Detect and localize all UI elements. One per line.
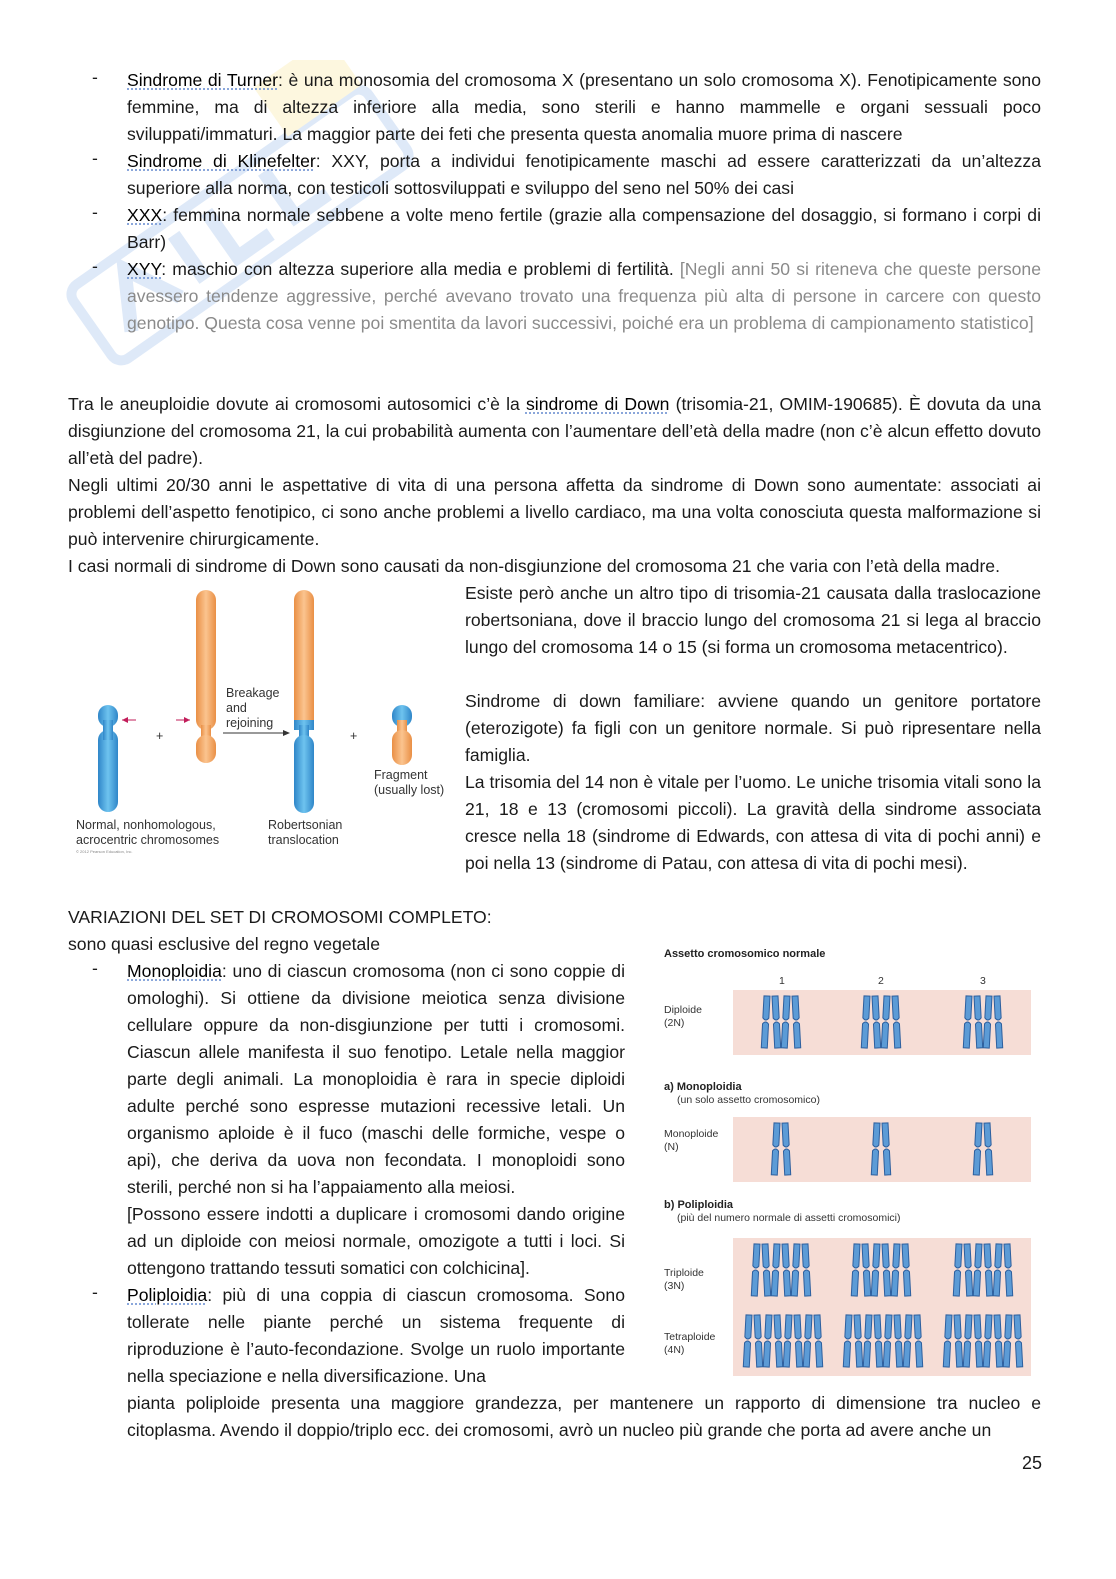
figure-robertsonian xyxy=(68,585,453,855)
svg-text:(2N): (2N) xyxy=(664,1017,685,1029)
svg-text:rejoining: rejoining xyxy=(226,716,274,730)
term-poliploidia: Poliploidia xyxy=(127,1285,208,1305)
svg-text:2: 2 xyxy=(878,975,884,987)
blue-acrocentric-chromosome xyxy=(98,705,118,812)
svg-text:b) Poliploidia: b) Poliploidia xyxy=(664,1199,734,1211)
fragment-chromosome xyxy=(392,705,412,765)
svg-text:3: 3 xyxy=(980,975,986,987)
svg-text:(N): (N) xyxy=(664,1141,679,1153)
svg-text:+: + xyxy=(350,729,358,743)
bullet-monoploidia: Monoploidia: uno di ciascun cromosoma (non ci sono coppie di omologhi). Si ottiene da divisione meiotica senza divisione cellulare oppure da non-disgiunzione per tutti i cromosomi. Ciascun allele manifesta il suo fenotipo. Letale nella maggior parte degli animali. La monoploidia è rara in specie diploidi adulte perché sono espresse mutazioni recessive letali. Un organismo aploide è il fuco (maschi delle formiche, vespe o api), che deriva da uova non fecondata. I monoploidi sono sterili, perché non si ha l’appaiamento alla meiosi. xyxy=(127,961,625,1197)
bullet-xyy: XYY: maschio con altezza superiore alla media e problemi di fertilità. [Negli anni 50 si riteneva che queste persone avessero tendenze aggressive, perché avevano trovato una frequenza più alta di persone in carcere con questo genotipo. Questa cosa venne poi smentita da lavori successivi, poiché era un problema di campionamento statistico] xyxy=(127,259,1041,333)
svg-text:1: 1 xyxy=(779,975,785,987)
paragraph-poli-cont: pianta poliploide presenta una maggiore grandezza, per mantenere un rapporto di dimensione tra nucleo e citoplasma. Avendo il doppio/triplo ecc. dei cromosomi, avrò un nucleo più grande che porta ad avere anche un xyxy=(127,1393,1041,1440)
svg-text:© 2012 Pearson Education, Inc.: © 2012 Pearson Education, Inc. xyxy=(76,849,133,854)
section-subheading: sono quasi esclusive del regno vegetale xyxy=(68,934,381,954)
svg-text:(4N): (4N) xyxy=(664,1344,685,1356)
term-xxx: XXX xyxy=(127,205,163,225)
page-number: 25 xyxy=(1021,1453,1042,1473)
svg-text:Tetraploide: Tetraploide xyxy=(664,1331,716,1343)
svg-text:(un solo assetto cromosomico): (un solo assetto cromosomico) xyxy=(677,1094,820,1106)
svg-text:Diploide: Diploide xyxy=(664,1004,702,1016)
bullet-dash: - xyxy=(92,67,98,87)
bullet-poliploidia: Poliploidia: più di una coppia di ciascun cromosoma. Sono tollerate nelle piante perché un sistema frequente di riproduzione è l’auto-fecondazione. Svolge un ruolo importante nella speciazione e nella diversificazione. Una xyxy=(127,1285,625,1386)
svg-text:a) Monoploidia: a) Monoploidia xyxy=(664,1081,742,1093)
paragraph-down-life: Negli ultimi 20/30 anni le aspettative di vita di una persona affetta da sindrome di Down sono aumentate: associati ai problemi dell’aspetto fenotipico, ci sono anche problemi a livello cardiaco, ma una volta conosciuta questa malformazione si può intervenire chirurgicamente. xyxy=(68,475,1041,549)
bullet-turner: Sindrome di Turner: è una monosomia del cromosoma X (presentano un solo cromosoma X). Fenotipicamente sono femmine, ma di altezza inferiore alla media, sono sterili e hanno mammelle e organi sessuali poco sviluppati/immaturi. La maggior parte dei feti che presenta questa anomalia muore prima di nascere xyxy=(127,70,1042,144)
svg-text:Fragment: Fragment xyxy=(374,768,428,782)
gray-note: [Negli anni 50 si riteneva che queste persone avessero tendenze aggressive, perché avevano trovato una frequenza più alta di persone in carcere con questo genotipo. Questa cosa venne poi smentita da lavori successivi, poiché era un problema di campionamento statistico] xyxy=(127,259,1041,333)
svg-text:and: and xyxy=(226,701,247,715)
orange-acrocentric-chromosome xyxy=(196,590,216,763)
svg-text:Monoploide: Monoploide xyxy=(664,1128,719,1140)
term-monoploidia: Monoploidia xyxy=(127,961,222,981)
term-klinefelter: Sindrome di Klinefelter xyxy=(127,151,316,171)
svg-text:acrocentric chromosomes: acrocentric chromosomes xyxy=(76,833,220,847)
robertsonian-chromosome xyxy=(294,590,314,813)
svg-text:(3N): (3N) xyxy=(664,1280,685,1292)
bullet-klinefelter: Sindrome di Klinefelter: XXY, porta a individui fenotipicamente maschi ad essere caratterizzati da un’altezza superiore alla norma, con testicoli sottosviluppati e sviluppo del seno nel 50% dei casi xyxy=(127,151,1041,198)
svg-text:+: + xyxy=(156,729,164,743)
svg-text:Normal, nonhomologous,: Normal, nonhomologous, xyxy=(76,818,216,832)
bullet-xxx: XXX: femmina normale sebbene a volte meno fertile (grazie alla compensazione del dosaggio, si formano i corpi di Barr) xyxy=(127,205,1041,252)
bullet-dash: - xyxy=(92,958,98,978)
paragraph-robertsonian: Esiste però anche un altro tipo di trisomia-21 causata dalla traslocazione robertsoniana, dove il braccio lungo del cromosoma 21 si lega al braccio lungo del cromosoma 14 o 15 (si forma un cromosoma metacentrico). xyxy=(465,583,1041,657)
fig2-title: Assetto cromosomico normale xyxy=(664,948,826,960)
figure-ploidy xyxy=(655,940,1040,1380)
paragraph-trisomie: La trisomia del 14 non è vitale per l’uomo. Le uniche trisomia vitali sono la 21, 18 e 13 (cromosomi piccoli). La gravità della sindrome associata cresce nella 18 (sindrome di Edwards, con attesa di vita di pochi anni) e poi nella 13 (sindrome di Patau, con attesa di vita di pochi mesi). xyxy=(465,772,1041,873)
svg-text:(più del numero normale di ass: (più del numero normale di assetti cromosomici) xyxy=(677,1212,901,1224)
bullet-dash: - xyxy=(92,1282,98,1302)
term-down: sindrome di Down xyxy=(525,394,670,414)
bullet-dash: - xyxy=(92,148,98,168)
svg-text:Triploide: Triploide xyxy=(664,1267,704,1279)
paragraph-mono-bracket: [Possono essere indotti a duplicare i cromosomi dando origine ad un diploide con meiosi normale, omozigote a tutti i loci. Si ottengono trattando tessuti somatici con colchicina]. xyxy=(127,1204,625,1278)
paragraph-down-cases: I casi normali di sindrome di Down sono causati da non-disgiunzione del cromosoma 21 che varia con l’età della madre. xyxy=(68,556,1000,576)
term-xyy: XYY xyxy=(127,259,162,279)
bullet-dash: - xyxy=(92,202,98,222)
svg-text:(usually lost): (usually lost) xyxy=(374,783,445,797)
paragraph-down-familiare: Sindrome di down familiare: avviene quando un genitore portatore (eterozigote) fa figli con un genitore normale. Si può ripresentare nella famiglia. xyxy=(465,691,1041,765)
section-heading-variazioni: VARIAZIONI DEL SET DI CROMOSOMI COMPLETO: xyxy=(68,907,492,927)
bullet-dash: - xyxy=(92,256,98,276)
svg-text:Breakage: Breakage xyxy=(226,686,280,700)
svg-text:Robertsonian: Robertsonian xyxy=(268,818,343,832)
svg-text:translocation: translocation xyxy=(268,833,339,847)
term-turner: Sindrome di Turner xyxy=(127,70,279,90)
paragraph-down-intro: Tra le aneuploidie dovute ai cromosomi autosomici c’è la sindrome di Down (trisomia-21, OMIM-190685). È dovuta da una disgiunzione del cromosoma 21, la cui probabilità aumenta con l’aumentare dell’età della madre (non c’è alcun effetto dovuto all’età del padre). xyxy=(68,394,1041,468)
